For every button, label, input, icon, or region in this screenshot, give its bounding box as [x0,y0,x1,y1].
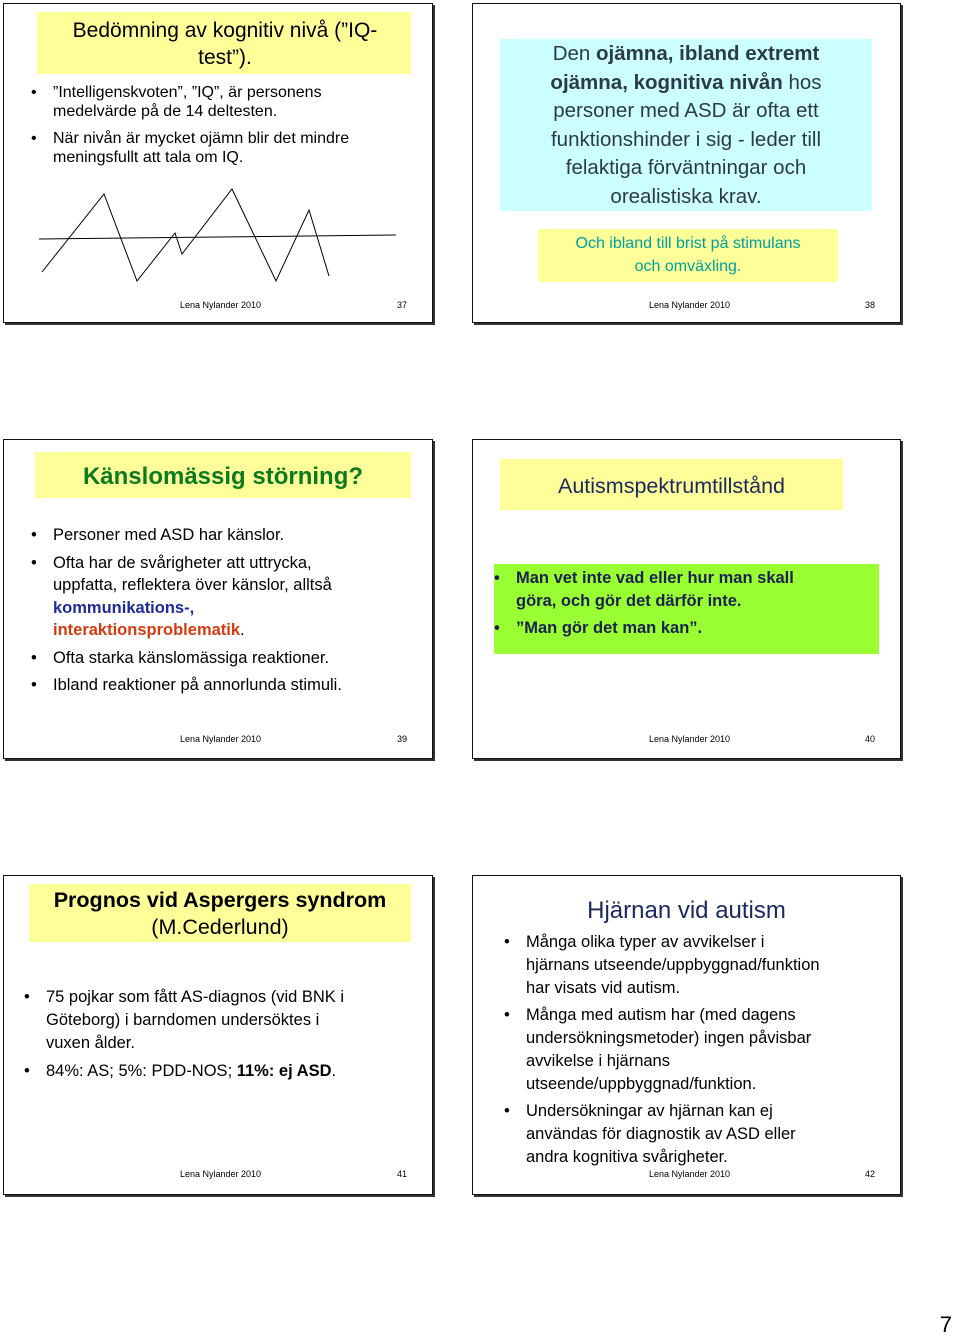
list-item: • 84%: AS; 5%: PDD-NOS; 11%: ej ASD. [24,1062,337,1080]
mean-line [39,235,396,239]
slide-39-title: Känslomässig störning? [82,463,364,490]
slide-42 [472,875,901,1195]
slide-40-bullets [494,567,874,640]
slide-41-author: Lena Nylander 2010 [180,1169,262,1179]
slide-37 [3,3,433,323]
slide-40-author: Lena Nylander 2010 [649,734,731,744]
slide-38-author: Lena Nylander 2010 [649,300,731,310]
slide-38-number: 38 [865,300,876,310]
slide-39-number: 39 [397,734,408,744]
slide-42-author: Lena Nylander 2010 [649,1169,731,1179]
slide-41-number: 41 [397,1169,408,1179]
slide-40 [472,439,901,759]
slide-41 [3,875,433,1195]
slide-41-bullets [24,986,424,1083]
list-item: • 75 pojkar som fått AS-diagnos (vid BNK i Göteborg) i barndomen undersöktes i vuxen ålder. [24,988,345,1052]
slide-39 [3,439,433,759]
slide-38-sub-text: Och ibland till brist på stimulans och omväxling. [575,235,801,275]
slide-40-number: 40 [865,734,876,744]
list-item: • ”Intelligenskvoten”, ”IQ”, är personens medelvärde på de 14 deltesten. [31,84,322,120]
slide-39-author: Lena Nylander 2010 [180,734,262,744]
slide-42-title: Hjärnan vid autism [587,897,786,924]
slide-37-number: 37 [397,300,408,310]
list-item: • När nivån är mycket ojämn blir det mindre meningsfullt att tala om IQ. [31,130,350,166]
slide-37-bullets [31,83,421,167]
list-item: • Undersökningar av hjärnan kan ej användas för diagnostik av ASD eller andra kognitiva svårigheter. [504,1102,796,1166]
slide-40-title: Autismspektrumtillstånd [557,474,786,498]
slide-39-bullets [31,524,421,697]
list-item: • Många med autism har (med dagens undersökningsmetoder) ingen påvisbar avvikelse i hjärnans utseende/uppbyggnad/funktion. [504,1006,812,1093]
list-item: • Personer med ASD har känslor. [31,526,285,544]
page-number: 7 [939,1312,952,1337]
list-item: • Man vet inte vad eller hur man skall göra, och gör det därför inte. [494,569,794,610]
slide-37-title: Bedömning av kognitiv nivå (”IQ- test”). [72,19,378,69]
list-item: • Många olika typer av avvikelser i hjärnans utseende/uppbyggnad/funktion har visats vid autism. [504,933,820,997]
list-item: • Ofta starka känslomässiga reaktioner. [31,648,330,667]
list-item: • Ibland reaktioner på annorlunda stimuli. [31,676,342,694]
slide-42-number: 42 [865,1169,876,1179]
slide-38 [472,3,901,323]
list-item: • Ofta har de svårigheter att uttrycka, uppfatta, reflektera över känslor, alltså kommunikations-, interaktionsproblematik. [31,553,332,639]
iq-profile-graph [4,184,432,304]
slide-38-main-text: Den ojämna, ibland extremt ojämna, kognitiva nivån hos personer med ASD är ofta ett funktionshinder i sig - leder till felaktiga förväntningar och orealistiska krav. [550,42,822,208]
slide-42-bullets [504,931,894,1169]
profile-line [42,189,329,281]
slide-37-author: Lena Nylander 2010 [180,300,262,310]
slide-41-title: Prognos vid Aspergers syndrom (M.Cederlund) [53,888,387,939]
list-item: • ”Man gör det man kan”. [494,619,703,637]
